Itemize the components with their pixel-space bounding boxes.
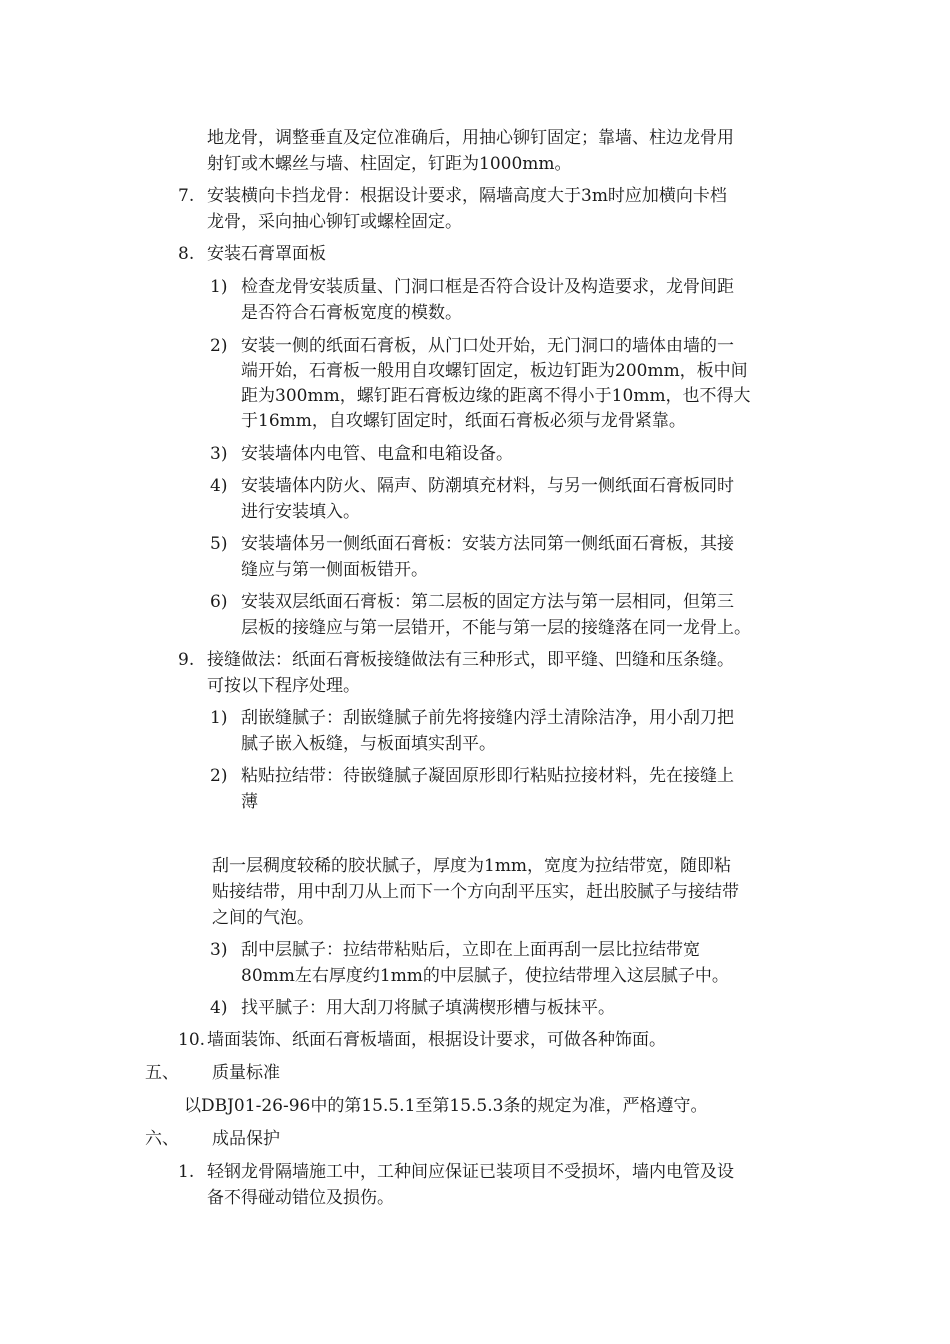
body-line: 以DBJ01-26-96中的第15.5.1至第15.5.3条的规定为准，严格遵守。: [184, 1096, 708, 1116]
body-line: 距为300mm，螺钉距石膏板边缘的距离不得小于10mm，也不得大: [241, 386, 751, 406]
sub-list-number: 5): [210, 534, 228, 554]
body-line: 检查龙骨安装质量、门洞口框是否符合设计及构造要求，龙骨间距: [241, 277, 734, 297]
body-line: 薄: [241, 792, 258, 812]
body-line: 找平腻子：用大刮刀将腻子填满楔形槽与板抹平。: [241, 998, 615, 1018]
body-line: 接缝做法：纸面石膏板接缝做法有三种形式，即平缝、凹缝和压条缝。: [207, 650, 734, 670]
section-number: 六、: [145, 1129, 179, 1149]
body-line: 安装石膏罩面板: [207, 244, 326, 264]
body-line: 安装双层纸面石膏板：第二层板的固定方法与第一层相同，但第三: [241, 592, 734, 612]
body-line: 安装墙体内电管、电盒和电箱设备。: [241, 444, 513, 464]
list-number: 8.: [178, 244, 195, 264]
body-line: 腻子嵌入板缝，与板面填实刮平。: [241, 734, 496, 754]
body-line: 之间的气泡。: [212, 908, 314, 928]
body-line: 墙面装饰、纸面石膏板墙面，根据设计要求，可做各种饰面。: [207, 1030, 666, 1050]
body-line: 刮中层腻子：拉结带粘贴后，立即在上面再刮一层比拉结带宽: [241, 940, 700, 960]
body-line: 射钉或木螺丝与墙、柱固定，钉距为1000mm。: [207, 154, 572, 174]
list-number: 7.: [178, 186, 195, 206]
list-number: 10.: [178, 1030, 206, 1050]
body-line: 安装墙体内防火、隔声、防潮填充材料，与另一侧纸面石膏板同时: [241, 476, 734, 496]
sub-list-number: 2): [210, 336, 228, 356]
body-line: 安装横向卡挡龙骨：根据设计要求，隔墙高度大于3m时应加横向卡档: [207, 186, 727, 206]
body-line: 缝应与第一侧面板错开。: [241, 560, 428, 580]
sub-list-number: 4): [210, 998, 228, 1018]
sub-list-number: 3): [210, 444, 228, 464]
body-line: 轻钢龙骨隔墙施工中，工种间应保证已装项目不受损坏，墙内电管及设: [207, 1162, 734, 1182]
body-line: 进行安装填入。: [241, 502, 360, 522]
body-line: 刮嵌缝腻子：刮嵌缝腻子前先将接缝内浮土清除洁净，用小刮刀把: [241, 708, 734, 728]
sub-list-number: 1): [210, 277, 228, 297]
body-line: 80mm左右厚度约1mm的中层腻子，使拉结带埋入这层腻子中。: [241, 966, 729, 986]
sub-list-number: 3): [210, 940, 228, 960]
body-line: 地龙骨，调整垂直及定位准确后，用抽心铆钉固定；靠墙、柱边龙骨用: [207, 128, 734, 148]
body-line: 是否符合石膏板宽度的模数。: [241, 303, 462, 323]
body-line: 端开始，石膏板一般用自攻螺钉固定，板边钉距为200mm，板中间: [241, 361, 748, 381]
body-line: 安装一侧的纸面石膏板，从门口处开始，无门洞口的墙体由墙的一: [241, 336, 734, 356]
section-heading: 质量标准: [212, 1063, 280, 1083]
sub-list-number: 2): [210, 766, 228, 786]
section-heading: 成品保护: [212, 1129, 280, 1149]
body-line: 刮一层稠度较稀的胶状腻子，厚度为1mm，宽度为拉结带宽，随即粘: [212, 856, 732, 876]
section-number: 五、: [145, 1063, 179, 1083]
sub-list-number: 6): [210, 592, 228, 612]
body-line: 安装墙体另一侧纸面石膏板：安装方法同第一侧纸面石膏板，其接: [241, 534, 734, 554]
sub-list-number: 1): [210, 708, 228, 728]
body-line: 可按以下程序处理。: [207, 676, 360, 696]
body-line: 备不得碰动错位及损伤。: [207, 1188, 394, 1208]
list-number: 9.: [178, 650, 195, 670]
sub-list-number: 4): [210, 476, 228, 496]
body-line: 贴接结带，用中刮刀从上而下一个方向刮平压实，赶出胶腻子与接结带: [212, 882, 739, 902]
body-line: 于16mm，自攻螺钉固定时，纸面石膏板必须与龙骨紧靠。: [241, 411, 686, 431]
body-line: 层板的接缝应与第一层错开，不能与第一层的接缝落在同一龙骨上。: [241, 618, 751, 638]
body-line: 龙骨，采向抽心铆钉或螺栓固定。: [207, 212, 462, 232]
body-line: 粘贴拉结带：待嵌缝腻子凝固原形即行粘贴拉接材料，先在接缝上: [241, 766, 734, 786]
list-number: 1.: [178, 1162, 195, 1182]
